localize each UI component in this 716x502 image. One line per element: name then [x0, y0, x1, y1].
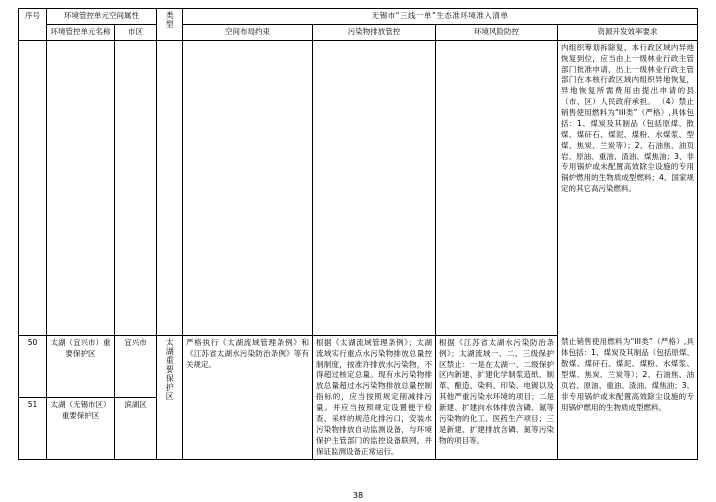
spacer-pollutant	[313, 40, 436, 335]
header-seq: 序号	[19, 9, 47, 41]
row-seq: 51	[19, 398, 47, 460]
row-space-constraint: 严格执行《太湖流域管理条例》和《江苏省太湖水污染防治条例》等有关规定。	[183, 335, 313, 460]
header-pollutant-control: 污染物排放管控	[313, 24, 436, 40]
row-seq: 50	[19, 335, 47, 397]
header-type-label: 类型	[165, 11, 175, 29]
row-resource-efficiency: 禁止销售使用燃料为“III类”（严格）,具体包括：1、煤炭及其制品（包括原煤、散煤、煤矸石、煤泥、煤粉、水煤浆、型煤、焦炭、兰炭等）；2、石油焦、油页岩、原油、重油、渣油、煤焦油；3、非专用锅炉或未配置高效除尘设施的专用锅炉燃用的生物质成型燃料。	[558, 335, 698, 460]
row-district: 滨湖区	[115, 398, 157, 460]
spacer-unit-name	[47, 40, 115, 335]
spacer-seq	[19, 40, 47, 335]
spacer-risk	[436, 40, 558, 335]
table-row-spacer	[19, 40, 698, 335]
row-unit-name: 太湖（宜兴市）重要保护区	[47, 335, 115, 397]
header-group-main: 无锡市“三线一单”生态准环境准入清单	[183, 9, 698, 25]
row-pollutant-control: 根据《太湖流域管理条例》；太湖流域实行重点水污染物排放总量控制制度，按准许排放水污染物，不得超过核定总量。现有水污染物排放总量超过水污染物排放总量控制指标的，应当按照规定削减排污量。并应当按照规定设置便于检查、采样的规范化排污口，安装水污染物排放自动监测设备，与环境保护主管部门的监控设备联网，并保证监测设备正常运行。	[313, 335, 436, 460]
header-unit-name: 环境管控单元名称	[47, 24, 115, 40]
table-header-row-1	[19, 9, 698, 25]
row-risk-prevention: 根据《江苏省太湖水污染防治条例》；太湖流域一、二、三级保护区禁止：一是在太湖一、二级保护区内新建、扩建化学制浆造纸、制革、酿造、染料、印染、电镀以及其他严重污染水环境的项目；二是新建、扩建向水体排放含磷、氮等污染物的化工、医药生产项目；三是新建、扩建排放含磷、氮等污染物的项目等。	[436, 335, 558, 460]
resource-text-continued: 内组织筹划拆除复、本行政区域内异地恢复到位，应当由上一级林业行政主管部门批准申请，出上一级林业行政主管部门在本核行政区域内组织异地恢复，异地恢复所需费用由提出申请的县（市、区）人民政府承担。 （4）禁止销售使用燃料为“III类”（严格）,具体包括：1、煤炭及其制品（包括原煤、散煤、煤矸石、煤泥、煤粉、水煤浆、型煤、焦炭、兰炭等）；2、石油焦、油页岩、原油、重油、渣油、煤焦油；3、非专用锅炉或未配置高效除尘设施的专用锅炉燃用的生物质成型燃料；4、国家规定的其它高污染燃料。	[558, 40, 698, 335]
header-type	[157, 9, 183, 41]
row-district: 宜兴市	[115, 335, 157, 397]
header-space-constraint: 空间布局约束	[183, 24, 313, 40]
table-row-50	[19, 335, 698, 397]
spacer-district	[115, 40, 157, 335]
page-number: 38	[352, 491, 364, 500]
row-type	[157, 335, 183, 460]
spacer-type	[157, 40, 183, 335]
header-district: 市区	[115, 24, 157, 40]
environmental-control-table	[18, 8, 698, 460]
header-group-attr: 环境管控单元空间属性	[47, 9, 157, 25]
row-type-label: 太湖重要保护区	[165, 337, 175, 401]
row-unit-name: 太湖（无锡市区）重要保护区	[47, 398, 115, 460]
header-risk-prevention: 环境风险防控	[436, 24, 558, 40]
spacer-space	[183, 40, 313, 335]
header-resource-efficiency: 资源开发效率要求	[558, 24, 698, 40]
